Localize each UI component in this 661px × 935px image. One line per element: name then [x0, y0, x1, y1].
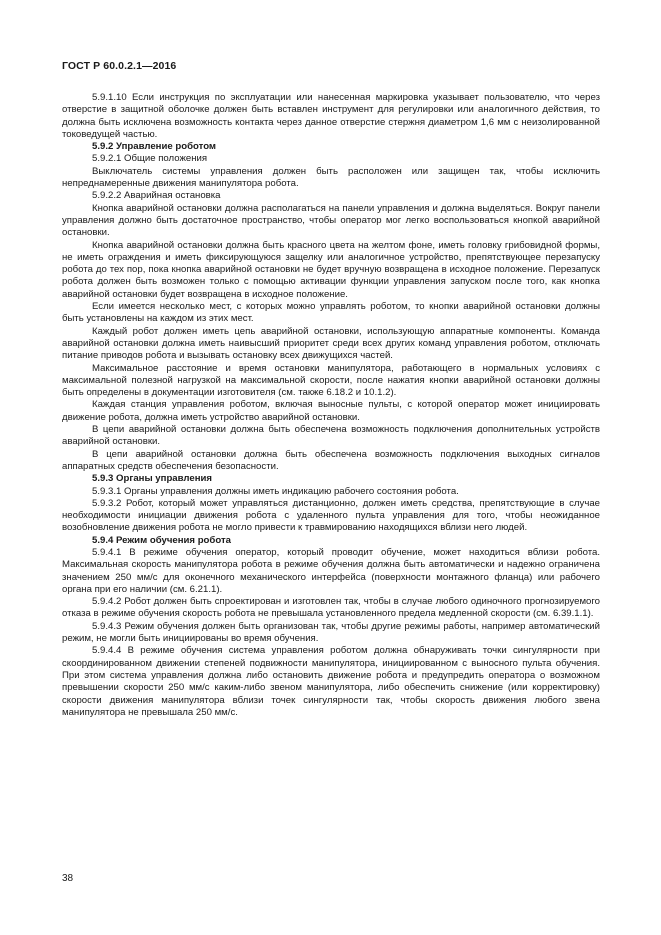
paragraph: 5.9.4.3 Режим обучения должен быть организован так, чтобы другие режимы работы, например автоматический режим, не могли быть инициированы во время обучения.: [62, 620, 600, 645]
subsection-heading: 5.9.2.1 Общие положения: [92, 153, 208, 165]
paragraph: Кнопка аварийной остановки должна быть красного цвета на желтом фоне, иметь головку грибовидной формы, не иметь ограждения и иметь фиксирующуюся защелку или аналогичное устройство, препятствующее перезапуску робота до тех пор, пока кнопка аварийной остановки не будет вручную возвращена в исходное положение. Перезапуск робота должен быть возможен только с помощью активации функции управления запуском после того, как кнопка аварийной остановки будет возвращена в исходное положение.: [62, 239, 600, 300]
section-heading: 5.9.2 Управление роботом: [92, 141, 217, 153]
subsection-heading: 5.9.2.2 Аварийная остановка: [92, 190, 221, 202]
paragraph: Если имеется несколько мест, с которых можно управлять роботом, то кнопки аварийной остановки должны быть установлены на каждом из этих мест.: [62, 301, 600, 325]
document-header: ГОСТ Р 60.0.2.1—2016: [62, 60, 177, 72]
paragraph: В цепи аварийной остановки должна быть обеспечена возможность подключения выходных сигналов аппаратных средств обеспечения безопасности.: [62, 448, 600, 472]
paragraph: Выключатель системы управления должен быть расположен или защищен так, чтобы исключить непреднамеренные движения манипулятора робота.: [62, 165, 600, 190]
section-heading: 5.9.4 Режим обучения робота: [92, 534, 231, 546]
document-body: [62, 92, 600, 719]
section-heading: 5.9.3 Органы управления: [92, 473, 213, 485]
paragraph: В цепи аварийной остановки должна быть обеспечена возможность подключения дополнительных устройств аварийной остановки.: [62, 424, 600, 448]
paragraph: Максимальное расстояние и время остановки манипулятора, работающего в нормальных условиях с максимальной полезной нагрузкой на максимальной скорости, после нажатия кнопки аварийной остановки должны быть определены в документации изготовителя (см. также 6.18.2 и 10.1.2).: [62, 362, 600, 399]
paragraph: Каждая станция управления роботом, включая выносные пульты, с которой оператор может инициировать движение робота, должна иметь устройство аварийной остановки.: [62, 399, 600, 423]
paragraph: Кнопка аварийной остановки должна располагаться на панели управления и должна выделяться. Вокруг панели управления должно быть достаточное пространство, чтобы оператор мог легко воспользоваться кнопкой аварийной остановки.: [62, 202, 600, 239]
paragraph: 5.9.3.2 Робот, который может управляться дистанционно, должен иметь средства, препятствующие в случае необходимости инициации движения робота с удаленного пульта управления для того, чтобы неожиданное возобновление движения робота не могло привести к травмированию находящихся вблизи него людей.: [62, 497, 600, 534]
page-number: 38: [62, 873, 74, 884]
paragraph: 5.9.4.2 Робот должен быть спроектирован и изготовлен так, чтобы в случае любого одиночного прогнозируемого отказа в режиме обучения скорость робота не превышала установленного предела медленной скорости (см. 6.39.1.1).: [62, 596, 600, 620]
paragraph: 5.9.4.1 В режиме обучения оператор, который проводит обучение, может находиться вблизи робота. Максимальная скорость манипулятора робота в режиме обучения должна быть автоматически и надежно ограничена значением 250 мм/с для оконечного механического интерфейса (поверхности монтажного фланца) или рабочего органа при его наличии (см. 6.21.1).: [62, 546, 600, 595]
paragraph: Каждый робот должен иметь цепь аварийной остановки, использующую аппаратные компоненты. Команда аварийной остановки должна иметь наивысший приоритет среди всех других команд управления роботом, отключать питание приводов робота и вызывать остановку всех движущихся частей.: [62, 325, 600, 362]
paragraph: 5.9.4.4 В режиме обучения система управления роботом должна обнаруживать точки сингулярности при скоординированном движении степеней подвижности манипулятора, инициированном с выносного пульта обучения. При этом система управления должна либо остановить движение робота и предупредить оператора о возможном превышении скорости 250 мм/с каким-либо звеном манипулятора, либо обеспечить снижение (или корректировку) скорости движения манипулятора вблизи точек сингулярности так, чтобы скорость движения любого звена манипулятора не превышала 250 мм/с.: [62, 645, 600, 718]
paragraph: 5.9.3.1 Органы управления должны иметь индикацию рабочего состояния робота.: [92, 485, 459, 497]
paragraph: 5.9.1.10 Если инструкция по эксплуатации или нанесенная маркировка указывает пользователю, что через отверстие в защитной оболочке должен быть вставлен инструмент для регулировки или аналогичного действия, то должна быть исключена возможность контакта через данное отверстие стержня диаметром 1,6 мм с неизолированной токоведущей частью.: [62, 92, 600, 140]
